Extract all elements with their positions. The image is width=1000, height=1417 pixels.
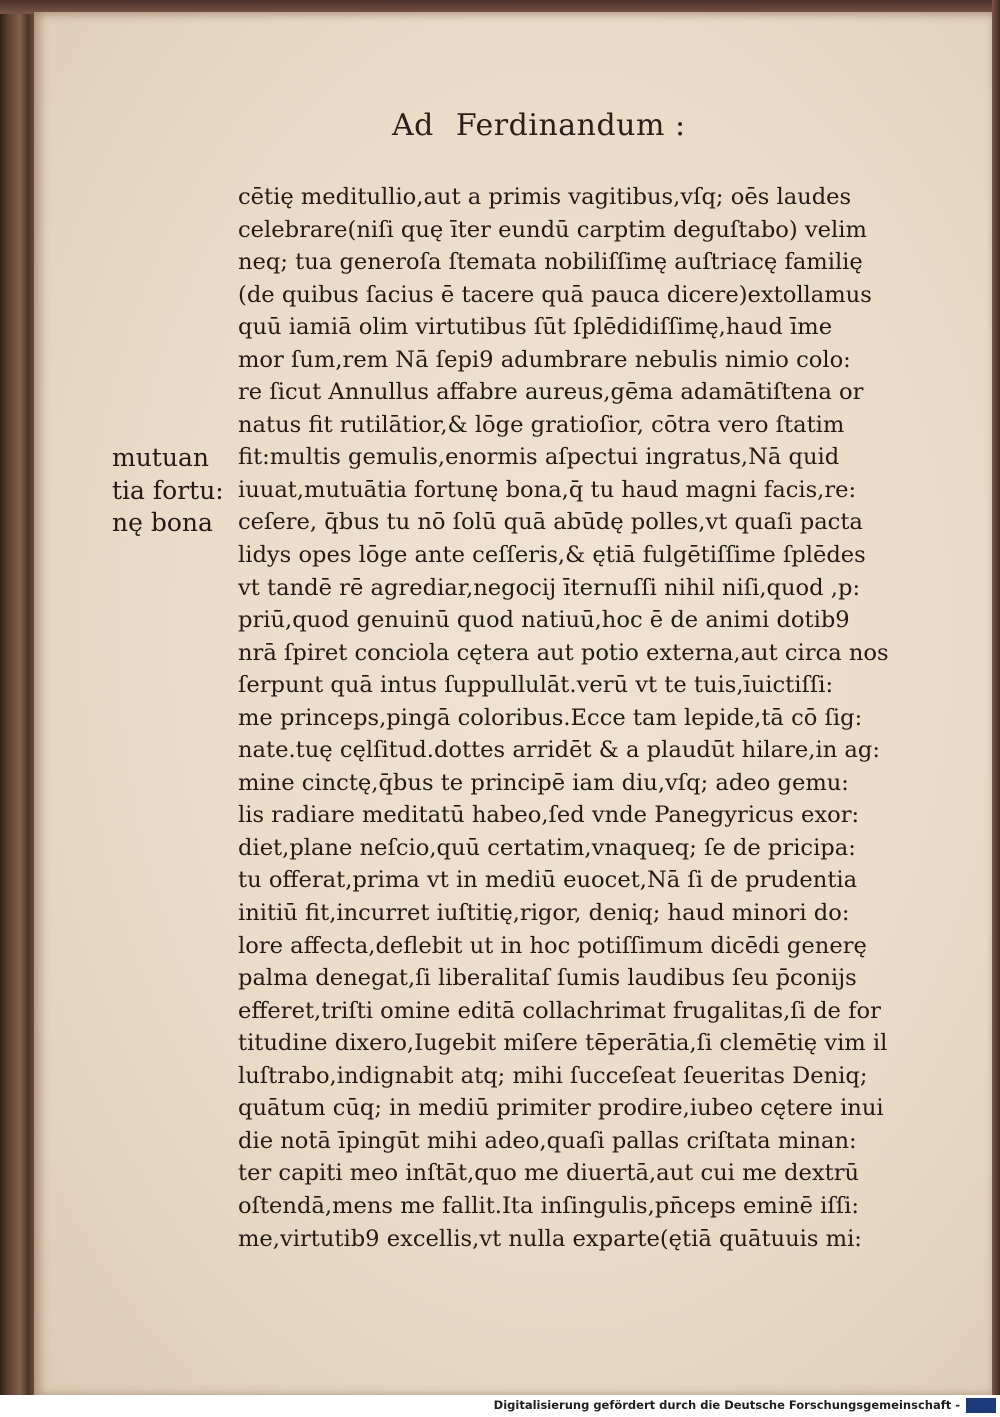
body-text-block xyxy=(238,181,910,1255)
text-line: lore affecta,deflebit ut in hoc potiſſimum dicēdi generę xyxy=(238,932,867,959)
marginal-note xyxy=(112,442,232,540)
text-line: mor ſum,rem Nā ſepi9 adumbrare nebulis nimio colo: xyxy=(238,346,851,373)
dfg-logo xyxy=(966,1398,996,1413)
text-line: fit:multis gemulis,enormis aſpectui ingratus,Nā quid xyxy=(238,444,840,471)
binding-edge xyxy=(0,0,34,1417)
text-line: lidys opes lōge ante ceſſeris,& ętiā fulgētiſſime ſplēdes xyxy=(238,542,866,569)
text-line: oſtendā,mens me fallit.Ita inſingulis,pn̄ceps eminē iſſi: xyxy=(238,1192,859,1219)
text-line: nrā ſpiret conciola cętera aut potio externa,aut circa nos xyxy=(238,639,889,666)
marginal-note-line: nę bona xyxy=(112,508,213,537)
text-line: ſerpunt quā intus ſuppullulāt.verū vt te tuis,īuictiſſi: xyxy=(238,672,834,699)
header-word-2: Ferdinandum : xyxy=(455,108,686,143)
text-line: vt tandē rē agrediar,negocij īternuſſi nihil niſi,quod ,p: xyxy=(238,574,861,601)
text-line: quū iamiā olim virtutibus ſūt ſplēdidiſſimę,haud īme xyxy=(238,314,833,341)
right-edge xyxy=(992,0,1000,1395)
marginal-note-line: tia fortu: xyxy=(112,475,224,505)
text-line: priū,quod genuinū quod natiuū,hoc ē de animi dotib9 xyxy=(238,607,850,634)
text-line: ter capiti meo inſtāt,quo me diuertā,aut cui me dextrū xyxy=(238,1160,860,1187)
footer-bar xyxy=(0,1395,1000,1417)
text-line: lis radiare meditatū habeo,ſed vnde Panegyricus exor: xyxy=(238,802,860,829)
text-line: re ſicut Annullus affabre aureus,gēma adamātiſtena or xyxy=(238,379,864,406)
text-line: (de quibus ſacius ē tacere quā pauca dicere)extollamus xyxy=(238,281,872,308)
text-line: luſtrabo,indignabit atq; mihi ſucceſeat ſeueritas Deniq; xyxy=(238,1062,868,1089)
text-line: cētię meditullio,aut a primis vagitibus,vſq; oēs laudes xyxy=(238,184,852,210)
text-line: ceſere, q̄bus tu nō ſolū quā abūdę polles,vt quaſi pacta xyxy=(238,509,863,536)
text-line: initiū fit,incurret iuſtitię,rigor, deniq; haud minori do: xyxy=(238,900,850,927)
text-line: me,virtutib9 excellis,vt nulla exparte(ętiā quātuuis mi: xyxy=(238,1225,862,1252)
text-line: die notā īpingūt mihi adeo,quaſi pallas criſtata minan: xyxy=(238,1127,857,1154)
text-line: palma denegat,ſi liberalitaſ ſumis laudibus ſeu p̄conijs xyxy=(238,965,857,992)
text-line: tu offerat,prima vt in mediū euocet,Nā ſi de prudentia xyxy=(238,867,858,894)
text-line: quātum cūq; in mediū primiter prodire,iubeo cętere inui xyxy=(238,1095,884,1122)
footer-credit: Digitalisierung gefördert durch die Deutsche Forschungsgemeinschaft - xyxy=(493,1398,960,1412)
text-line: mine cinctę,q̄bus te principē iam diu,vſq; adeo gemu: xyxy=(238,769,849,796)
text-line: celebrare(niſi quę īter eundū carptim deguſtabo) velim xyxy=(238,216,867,243)
text-line: diet,plane neſcio,quū certatim,vnaqueq; ſe de pricipa: xyxy=(238,834,856,861)
text-line: iuuat,mutuātia fortunę bona,q̄ tu haud magni facis,re: xyxy=(238,476,857,503)
text-line: nate.tuę cęlſitud.dottes arridēt & a plaudūt hilare,in ag: xyxy=(238,737,880,764)
text-line: me princeps,pingā coloribus.Ecce tam lepide,tā cō ſig: xyxy=(238,704,863,731)
text-line: titudine dixero,Iugebit miſere tēperātia,ſi clemētię vim il xyxy=(238,1030,888,1057)
header-word-1: Ad xyxy=(392,108,434,143)
text-line: natus fit rutilātior,& lōge gratioſior, cōtra vero ſtatim xyxy=(238,411,845,438)
text-line: neq; tua generoſa ſtemata nobiliſſimę auſtriacę familię xyxy=(238,249,863,276)
text-line: efferet,triſti omine editā collachrimat frugalitas,ſi de for xyxy=(238,997,881,1024)
running-header xyxy=(392,108,708,143)
marginal-note-line: mutuan xyxy=(112,443,209,472)
